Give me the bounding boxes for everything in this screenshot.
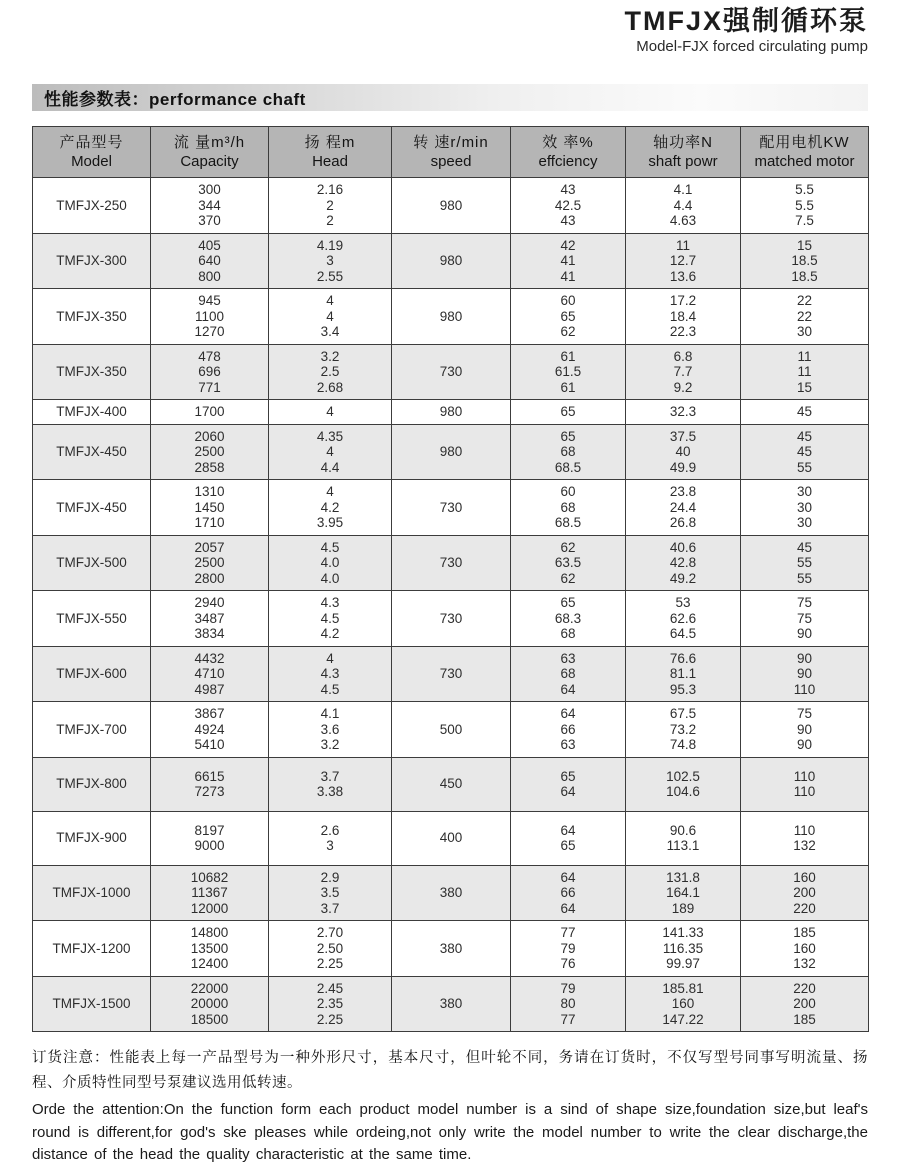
cell-shaft-power: 4.1 4.4 4.63 [626, 178, 741, 234]
cell-efficiency: 60 68 68.5 [511, 480, 626, 536]
cell-motor: 45 [741, 400, 869, 425]
cell-motor: 90 90 110 [741, 646, 869, 702]
cell-efficiency: 65 [511, 400, 626, 425]
cell-model: TMFJX-300 [33, 233, 151, 289]
column-header-speed: 转 速r/min speed [392, 127, 511, 178]
cell-head: 3.2 2.5 2.68 [269, 344, 392, 400]
cell-motor: 220 200 185 [741, 976, 869, 1032]
cell-speed: 980 [392, 400, 511, 425]
table-row [33, 811, 869, 865]
cell-shaft-power: 53 62.6 64.5 [626, 591, 741, 647]
cell-speed: 400 [392, 811, 511, 865]
cell-motor: 160 200 220 [741, 865, 869, 921]
order-notes [32, 1046, 868, 1167]
cell-efficiency: 63 68 64 [511, 646, 626, 702]
table-row [33, 289, 869, 345]
table-row [33, 865, 869, 921]
page-title-zh: TMFJX强制循环泵 [624, 6, 868, 36]
cell-head: 3.7 3.38 [269, 757, 392, 811]
cell-shaft-power: 37.5 40 49.9 [626, 424, 741, 480]
cell-speed: 730 [392, 344, 511, 400]
column-header-efficiency: 效 率% effciency [511, 127, 626, 178]
cell-capacity: 8197 9000 [151, 811, 269, 865]
table-row [33, 757, 869, 811]
cell-shaft-power: 32.3 [626, 400, 741, 425]
cell-capacity: 2057 2500 2800 [151, 535, 269, 591]
cell-efficiency: 42 41 41 [511, 233, 626, 289]
table-row [33, 646, 869, 702]
cell-capacity: 405 640 800 [151, 233, 269, 289]
cell-motor: 45 45 55 [741, 424, 869, 480]
column-header-motor: 配用电机KW matched motor [741, 127, 869, 178]
table-header [33, 127, 869, 178]
cell-motor: 75 90 90 [741, 702, 869, 758]
cell-efficiency: 61 61.5 61 [511, 344, 626, 400]
table-row [33, 233, 869, 289]
table-row [33, 591, 869, 647]
table-row [33, 344, 869, 400]
cell-head: 4.19 3 2.55 [269, 233, 392, 289]
cell-model: TMFJX-450 [33, 424, 151, 480]
cell-head: 4.1 3.6 3.2 [269, 702, 392, 758]
cell-speed: 730 [392, 535, 511, 591]
cell-head: 4 4.3 4.5 [269, 646, 392, 702]
cell-capacity: 1310 1450 1710 [151, 480, 269, 536]
cell-motor: 185 160 132 [741, 921, 869, 977]
cell-speed: 380 [392, 921, 511, 977]
cell-model: TMFJX-1200 [33, 921, 151, 977]
cell-head: 2.16 2 2 [269, 178, 392, 234]
cell-model: TMFJX-700 [33, 702, 151, 758]
cell-motor: 11 11 15 [741, 344, 869, 400]
cell-capacity: 22000 20000 18500 [151, 976, 269, 1032]
table-header-row [33, 127, 869, 178]
cell-head: 2.9 3.5 3.7 [269, 865, 392, 921]
cell-shaft-power: 23.8 24.4 26.8 [626, 480, 741, 536]
column-header-head: 扬 程m Head [269, 127, 392, 178]
cell-capacity: 300 344 370 [151, 178, 269, 234]
cell-speed: 450 [392, 757, 511, 811]
cell-motor: 5.5 5.5 7.5 [741, 178, 869, 234]
cell-efficiency: 65 64 [511, 757, 626, 811]
cell-shaft-power: 131.8 164.1 189 [626, 865, 741, 921]
cell-speed: 380 [392, 865, 511, 921]
column-header-capacity: 流 量m³/h Capacity [151, 127, 269, 178]
cell-model: TMFJX-250 [33, 178, 151, 234]
cell-shaft-power: 90.6 113.1 [626, 811, 741, 865]
cell-efficiency: 64 66 63 [511, 702, 626, 758]
cell-head: 4 4.2 3.95 [269, 480, 392, 536]
cell-shaft-power: 141.33 116.35 99.97 [626, 921, 741, 977]
title-block [32, 0, 868, 56]
cell-shaft-power: 11 12.7 13.6 [626, 233, 741, 289]
cell-capacity: 14800 13500 12400 [151, 921, 269, 977]
cell-shaft-power: 102.5 104.6 [626, 757, 741, 811]
cell-head: 4 4 3.4 [269, 289, 392, 345]
cell-head: 4.35 4 4.4 [269, 424, 392, 480]
cell-speed: 980 [392, 424, 511, 480]
cell-motor: 110 132 [741, 811, 869, 865]
cell-speed: 730 [392, 646, 511, 702]
cell-head: 4.3 4.5 4.2 [269, 591, 392, 647]
cell-efficiency: 65 68 68.5 [511, 424, 626, 480]
note-zh: 订货注意：性能表上每一产品型号为一种外形尺寸，基本尺寸，但叶轮不同，务请在订货时，不仅写型号同事写明流量、扬程、介质特性同型号泵建议选用低转速。 [32, 1050, 868, 1091]
cell-head: 2.6 3 [269, 811, 392, 865]
note-en: Orde the attention:On the function form each product model number is a sind of shape size,foundation size,but leaf's round is different,for god's ske pleases while ordeing,not only write the model number to write the clear discharge,the distance of the head the quality characteristic at the same time. [32, 1101, 868, 1163]
cell-model: TMFJX-1000 [33, 865, 151, 921]
table-row [33, 400, 869, 425]
cell-speed: 730 [392, 480, 511, 536]
table-row [33, 921, 869, 977]
cell-motor: 22 22 30 [741, 289, 869, 345]
cell-shaft-power: 185.81 160 147.22 [626, 976, 741, 1032]
cell-capacity: 6615 7273 [151, 757, 269, 811]
cell-model: TMFJX-450 [33, 480, 151, 536]
cell-motor: 15 18.5 18.5 [741, 233, 869, 289]
cell-shaft-power: 17.2 18.4 22.3 [626, 289, 741, 345]
cell-shaft-power: 6.8 7.7 9.2 [626, 344, 741, 400]
performance-table [32, 126, 869, 1032]
cell-capacity: 1700 [151, 400, 269, 425]
cell-motor: 75 75 90 [741, 591, 869, 647]
cell-model: TMFJX-350 [33, 344, 151, 400]
cell-head: 4 [269, 400, 392, 425]
cell-efficiency: 62 63.5 62 [511, 535, 626, 591]
table-row [33, 178, 869, 234]
cell-model: TMFJX-400 [33, 400, 151, 425]
column-header-model: 产品型号 Model [33, 127, 151, 178]
table-row [33, 976, 869, 1032]
table-row [33, 702, 869, 758]
cell-speed: 500 [392, 702, 511, 758]
section-label: 性能参数表：performance chaft [44, 90, 306, 109]
page-title-en: Model-FJX forced circulating pump [636, 38, 868, 55]
cell-efficiency: 79 80 77 [511, 976, 626, 1032]
cell-motor: 30 30 30 [741, 480, 869, 536]
table-row [33, 424, 869, 480]
table-row [33, 535, 869, 591]
column-header-shaft-power: 轴功率N shaft powr [626, 127, 741, 178]
cell-speed: 730 [392, 591, 511, 647]
section-header-bar [32, 84, 868, 111]
cell-capacity: 2060 2500 2858 [151, 424, 269, 480]
cell-model: TMFJX-350 [33, 289, 151, 345]
cell-motor: 110 110 [741, 757, 869, 811]
cell-head: 2.70 2.50 2.25 [269, 921, 392, 977]
cell-efficiency: 64 65 [511, 811, 626, 865]
cell-head: 4.5 4.0 4.0 [269, 535, 392, 591]
cell-efficiency: 65 68.3 68 [511, 591, 626, 647]
cell-model: TMFJX-900 [33, 811, 151, 865]
cell-motor: 45 55 55 [741, 535, 869, 591]
cell-capacity: 945 1100 1270 [151, 289, 269, 345]
table-row [33, 480, 869, 536]
cell-speed: 980 [392, 289, 511, 345]
cell-model: TMFJX-800 [33, 757, 151, 811]
cell-capacity: 3867 4924 5410 [151, 702, 269, 758]
cell-speed: 980 [392, 178, 511, 234]
cell-speed: 980 [392, 233, 511, 289]
cell-efficiency: 64 66 64 [511, 865, 626, 921]
cell-efficiency: 43 42.5 43 [511, 178, 626, 234]
cell-model: TMFJX-550 [33, 591, 151, 647]
cell-model: TMFJX-500 [33, 535, 151, 591]
cell-capacity: 4432 4710 4987 [151, 646, 269, 702]
cell-capacity: 2940 3487 3834 [151, 591, 269, 647]
cell-capacity: 478 696 771 [151, 344, 269, 400]
table-body [33, 178, 869, 1032]
cell-speed: 380 [392, 976, 511, 1032]
cell-head: 2.45 2.35 2.25 [269, 976, 392, 1032]
cell-capacity: 10682 11367 12000 [151, 865, 269, 921]
cell-shaft-power: 76.6 81.1 95.3 [626, 646, 741, 702]
cell-shaft-power: 40.6 42.8 49.2 [626, 535, 741, 591]
cell-shaft-power: 67.5 73.2 74.8 [626, 702, 741, 758]
cell-efficiency: 60 65 62 [511, 289, 626, 345]
cell-model: TMFJX-600 [33, 646, 151, 702]
cell-efficiency: 77 79 76 [511, 921, 626, 977]
cell-model: TMFJX-1500 [33, 976, 151, 1032]
